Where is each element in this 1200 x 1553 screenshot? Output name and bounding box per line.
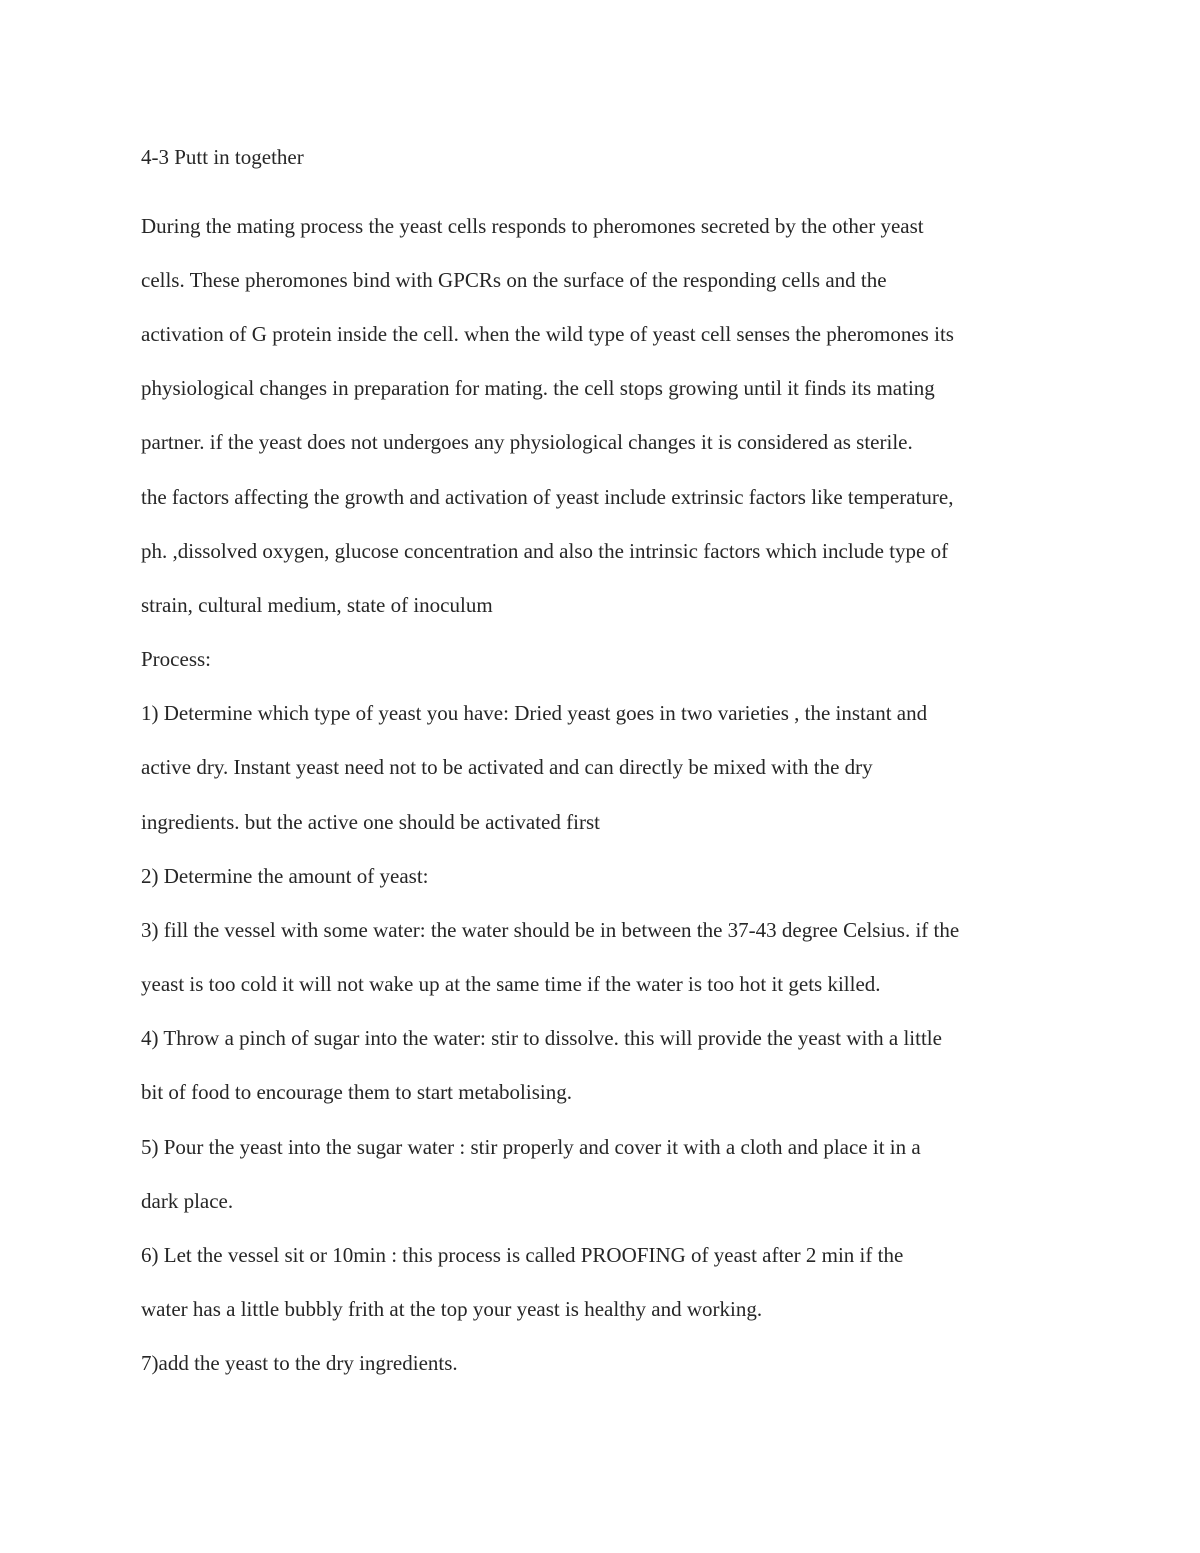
list-item: 3) fill the vessel with some water: the water should be in between the 37-43 degree Celsius. if the [141,918,960,942]
paragraph-line: ph. ,dissolved oxygen, glucose concentration and also the intrinsic factors which include type of [141,539,949,563]
list-item: active dry. Instant yeast need not to be activated and can directly be mixed with the dry [141,755,873,779]
list-item: 6) Let the vessel sit or 10min : this process is called PROOFING of yeast after 2 min if the [141,1243,904,1267]
paragraph-line: cells. These pheromones bind with GPCRs on the surface of the responding cells and the [141,268,887,292]
list-item: bit of food to encourage them to start metabolising. [141,1080,572,1104]
paragraph-line: strain, cultural medium, state of inoculum [141,593,493,617]
paragraph-line: physiological changes in preparation for mating. the cell stops growing until it finds its mating [141,376,935,400]
document-title: 4-3 Putt in together [141,145,304,169]
list-item: 7)add the yeast to the dry ingredients. [141,1351,458,1375]
list-item: dark place. [141,1189,234,1213]
list-item: 5) Pour the yeast into the sugar water : stir properly and cover it with a cloth and place it in a [141,1135,921,1159]
list-item: 2) Determine the amount of yeast: [141,864,429,888]
paragraph-line: the factors affecting the growth and activation of yeast include extrinsic factors like temperature, [141,485,954,509]
list-item: 1) Determine which type of yeast you have: Dried yeast goes in two varieties , the instant and [141,701,928,725]
list-item: 4) Throw a pinch of sugar into the water: stir to dissolve. this will provide the yeast with a little [141,1026,942,1050]
list-item: yeast is too cold it will not wake up at the same time if the water is too hot it gets killed. [141,972,881,996]
list-item: water has a little bubbly frith at the top your yeast is healthy and working. [141,1297,763,1321]
paragraph-line: partner. if the yeast does not undergoes any physiological changes it is considered as sterile. [141,430,913,454]
list-item: ingredients. but the active one should be activated first [141,810,600,834]
paragraph-line: activation of G protein inside the cell. when the wild type of yeast cell senses the pheromones its [141,322,954,346]
section-heading: Process: [141,647,211,671]
paragraph-line: During the mating process the yeast cells responds to pheromones secreted by the other yeast [141,214,924,238]
